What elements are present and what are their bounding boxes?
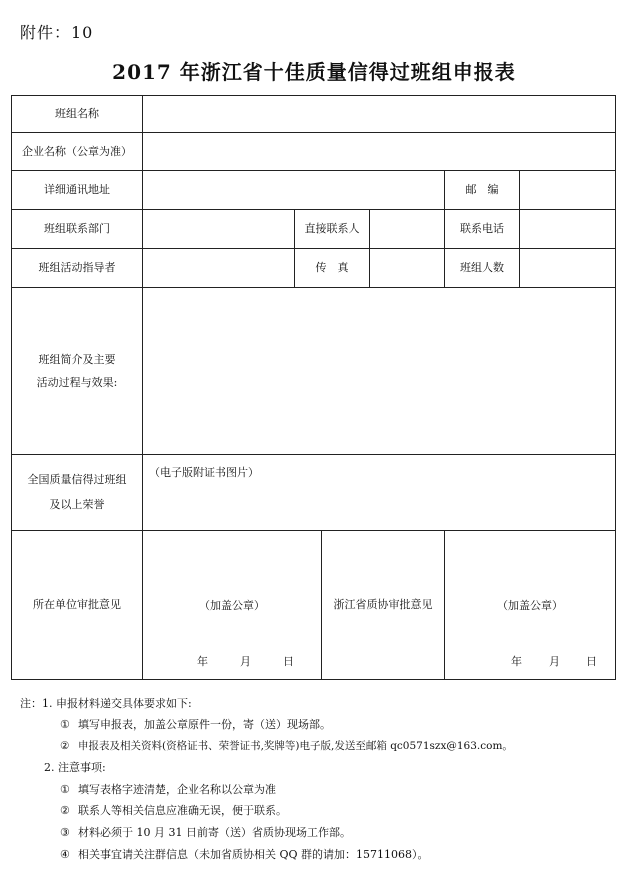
note-requirement-2 (60, 740, 513, 753)
intro-label-line2: 活动过程与效果: (36, 376, 118, 389)
company-name-label: 企业名称（公章为准） (22, 144, 132, 158)
note-item-3 (60, 826, 351, 839)
note-number: ① (60, 783, 70, 796)
note-number: ③ (60, 826, 70, 839)
fax-field[interactable] (370, 249, 444, 287)
unit-seal-note: （加盖公章） (199, 599, 265, 612)
note-number: ④ (60, 848, 70, 861)
phone-field[interactable] (520, 210, 615, 248)
assoc-opinion-label: 浙江省质协审批意见 (333, 598, 433, 612)
intro-label-line1: 班组简介及主要 (38, 352, 116, 366)
note-item-2 (60, 804, 287, 817)
assoc-seal-note: （加盖公章） (497, 599, 563, 612)
assoc-date-month: 月 (549, 655, 560, 668)
note-number: ② (60, 804, 70, 817)
note-text: 联系人等相关信息应准确无误，便于联系。 (78, 804, 287, 817)
note-requirement-1 (60, 718, 331, 731)
unit-date-day: 日 (283, 655, 294, 668)
notes-heading: 注：1. 申报材料递交具体要求如下: (20, 697, 192, 710)
unit-date-year: 年 (197, 655, 208, 668)
contact-dept-field[interactable] (143, 210, 294, 248)
note-item-4 (60, 848, 429, 861)
note-text: 申报表及相关资料(资格证书、荣誉证书,奖牌等)电子版,发送至邮箱 qc0571szx@163.com。 (78, 740, 513, 752)
direct-contact-label: 直接联系人 (304, 222, 360, 236)
direct-contact-field[interactable] (370, 210, 444, 248)
note-number: ② (60, 740, 70, 752)
assoc-date-year: 年 (511, 655, 522, 668)
honor-label-line2: 及以上荣誉 (49, 497, 105, 511)
team-name-label: 班组名称 (55, 107, 99, 121)
unit-opinion-label: 所在单位审批意见 (33, 598, 121, 612)
postcode-label: 邮 编 (465, 183, 499, 197)
honor-label-line1: 全国质量信得过班组 (27, 473, 127, 487)
note-text: 相关事宜请关注群信息（未加省质协相关 QQ 群的请加：15711068）。 (78, 848, 429, 861)
address-field[interactable] (143, 171, 444, 209)
company-name-field[interactable] (143, 133, 615, 170)
unit-date-month: 月 (240, 655, 251, 668)
member-count-label: 班组人数 (460, 261, 504, 275)
note-text: 填写申报表，加盖公章原件一份，寄（送）现场部。 (78, 718, 331, 731)
form-title: 2017 年浙江省十佳质量信得过班组申报表 (112, 60, 516, 84)
honor-hint: （电子版附证书图片） (149, 466, 259, 479)
contact-dept-label: 班组联系部门 (44, 222, 110, 236)
note-text: 填写表格字迹清楚，企业名称以公章为准 (78, 783, 276, 796)
activity-guide-label: 班组活动指导者 (38, 261, 116, 275)
team-name-field[interactable] (143, 96, 615, 132)
intro-label (12, 288, 142, 454)
activity-guide-field[interactable] (143, 249, 294, 287)
address-label: 详细通讯地址 (44, 183, 110, 197)
fax-label: 传 真 (315, 261, 349, 275)
postcode-field[interactable] (520, 171, 615, 209)
notes-section-2: 2. 注意事项: (44, 761, 106, 774)
phone-label: 联系电话 (460, 222, 504, 236)
note-number: ① (60, 718, 70, 731)
application-form (11, 95, 616, 680)
member-count-field[interactable] (520, 249, 615, 287)
note-item-1 (60, 783, 276, 796)
honor-label (12, 455, 142, 530)
assoc-date-day: 日 (586, 655, 597, 668)
note-text: 材料必须于 10 月 31 日前寄（送）省质协现场工作部。 (78, 826, 351, 839)
attachment-label: 附件：10 (20, 23, 94, 42)
intro-field[interactable] (143, 288, 615, 454)
